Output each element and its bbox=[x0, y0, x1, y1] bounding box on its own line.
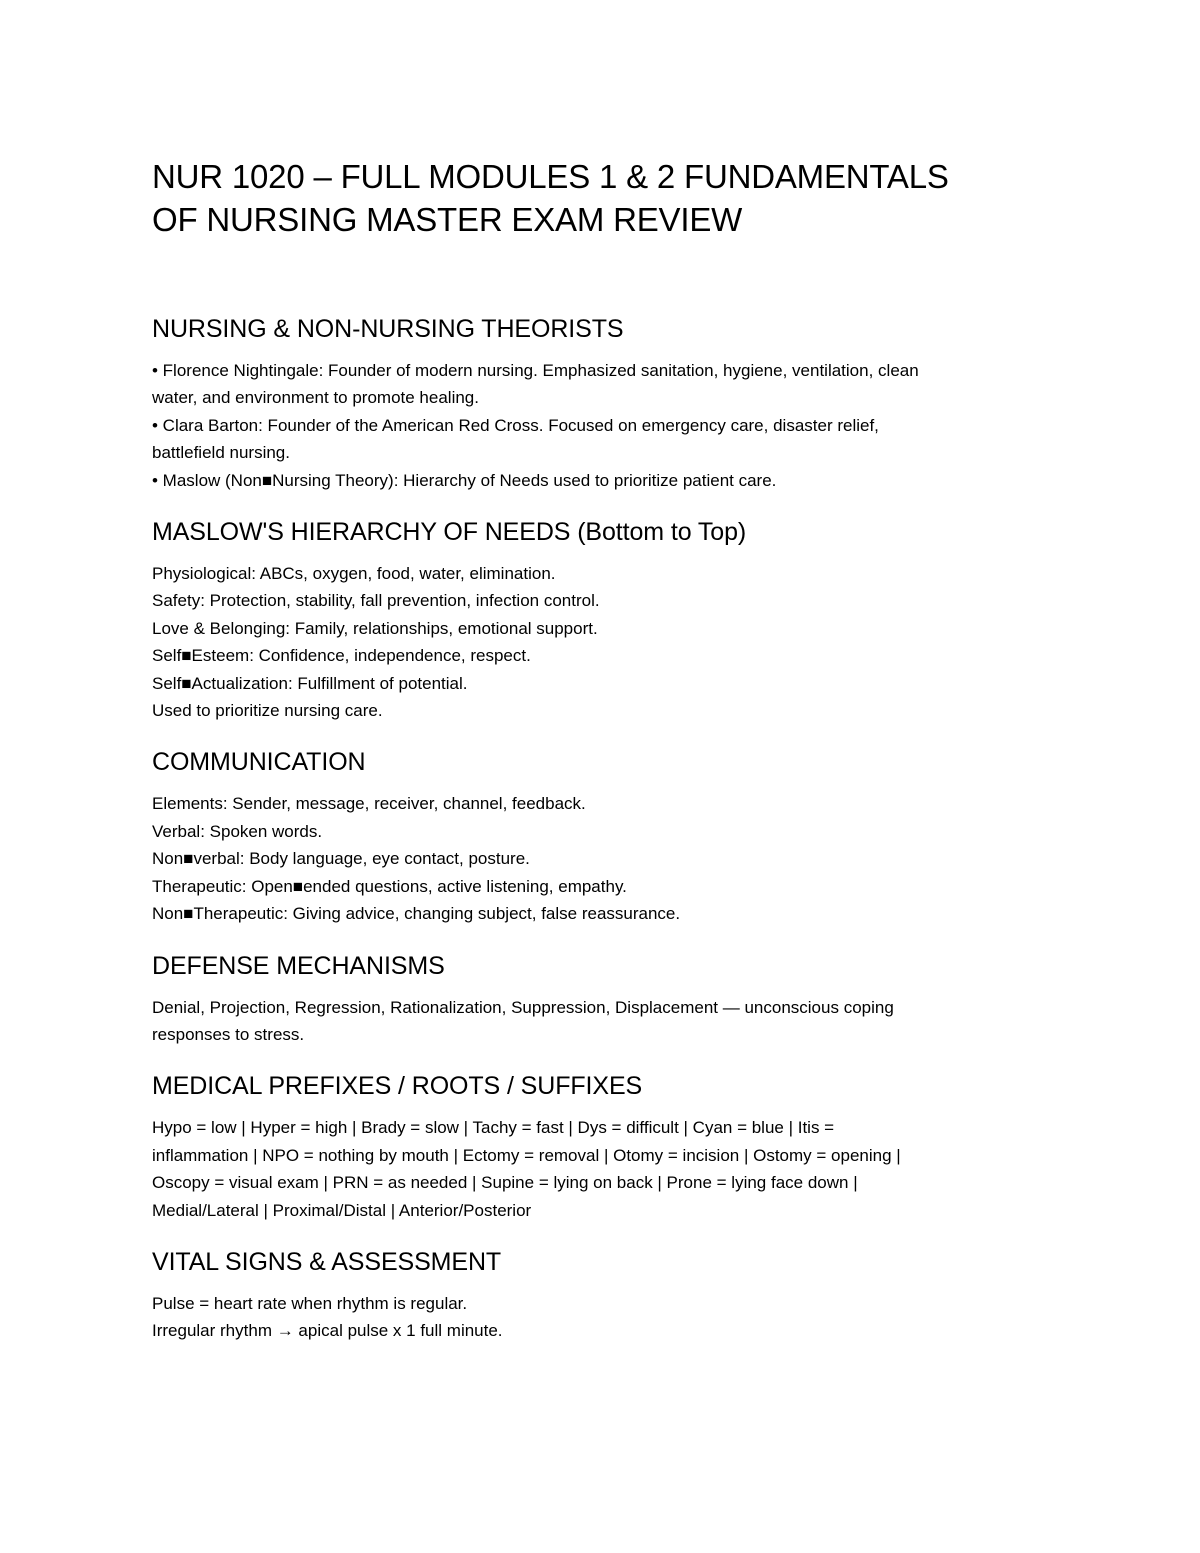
section-heading: NURSING & NON-NURSING THEORISTS bbox=[152, 315, 624, 343]
section-heading: MEDICAL PREFIXES / ROOTS / SUFFIXES bbox=[152, 1072, 643, 1101]
section-maslow-hierarchy bbox=[152, 516, 1052, 724]
body-line: battlefield nursing. bbox=[152, 443, 290, 463]
section-vital-signs bbox=[152, 1246, 1052, 1345]
body-line: responses to stress. bbox=[152, 1024, 305, 1044]
document-title bbox=[152, 155, 1052, 241]
section-heading: MASLOW'S HIERARCHY OF NEEDS (Bottom to Top) bbox=[152, 518, 747, 547]
body-line: Therapeutic: Open■ended questions, active listening, empathy. bbox=[152, 876, 627, 896]
body-line: Elements: Sender, message, receiver, channel, feedback. bbox=[152, 794, 586, 814]
body-line: Medial/Lateral | Proximal/Distal | Anterior/Posterior bbox=[152, 1200, 532, 1220]
body-line: Pulse = heart rate when rhythm is regular. bbox=[152, 1293, 468, 1313]
document-title-line: OF NURSING MASTER EXAM REVIEW bbox=[152, 201, 743, 238]
body-line: Non■Therapeutic: Giving advice, changing subject, false reassurance. bbox=[152, 904, 681, 924]
body-line: inflammation | NPO = nothing by mouth | Ectomy = removal | Otomy = incision | Ostomy = opening | bbox=[152, 1145, 901, 1165]
body-line: Used to prioritize nursing care. bbox=[152, 701, 383, 721]
body-line: Oscopy = visual exam | PRN = as needed | Supine = lying on back | Prone = lying face down | bbox=[152, 1173, 858, 1193]
body-line: Self■Esteem: Confidence, independence, respect. bbox=[152, 646, 531, 666]
section-defense-mechanisms bbox=[152, 950, 1052, 1049]
section-medical-terms bbox=[152, 1070, 1052, 1224]
body-line: Irregular rhythm → apical pulse x 1 full minute. bbox=[152, 1321, 503, 1341]
body-line: water, and environment to promote healing. bbox=[152, 388, 479, 408]
body-line: • Clara Barton: Founder of the American Red Cross. Focused on emergency care, disaster relief, bbox=[152, 415, 879, 435]
body-line: Non■verbal: Body language, eye contact, posture. bbox=[152, 849, 530, 869]
document-title-line: NUR 1020 – FULL MODULES 1 & 2 FUNDAMENTALS bbox=[152, 158, 949, 195]
body-line: Denial, Projection, Regression, Rationalization, Suppression, Displacement — unconscious coping bbox=[152, 997, 894, 1017]
body-line: Physiological: ABCs, oxygen, food, water, elimination. bbox=[152, 564, 556, 584]
section-heading: DEFENSE MECHANISMS bbox=[152, 951, 445, 980]
body-line: • Maslow (Non■Nursing Theory): Hierarchy of Needs used to prioritize patient care. bbox=[152, 470, 777, 490]
section-communication bbox=[152, 746, 1052, 927]
body-line: Hypo = low | Hyper = high | Brady = slow | Tachy = fast | Dys = difficult | Cyan = blue | Itis = bbox=[152, 1118, 835, 1138]
body-line: • Florence Nightingale: Founder of modern nursing. Emphasized sanitation, hygiene, ventilation, clean bbox=[152, 361, 919, 380]
body-line: Verbal: Spoken words. bbox=[152, 821, 323, 841]
document-page bbox=[152, 155, 1052, 1345]
body-line: Love & Belonging: Family, relationships, emotional support. bbox=[152, 618, 598, 638]
body-line: Self■Actualization: Fulfillment of potential. bbox=[152, 673, 468, 693]
body-line: Safety: Protection, stability, fall prevention, infection control. bbox=[152, 591, 600, 611]
section-heading: VITAL SIGNS & ASSESSMENT bbox=[152, 1247, 502, 1276]
section-theorists bbox=[152, 313, 1052, 494]
section-heading: COMMUNICATION bbox=[152, 748, 366, 777]
